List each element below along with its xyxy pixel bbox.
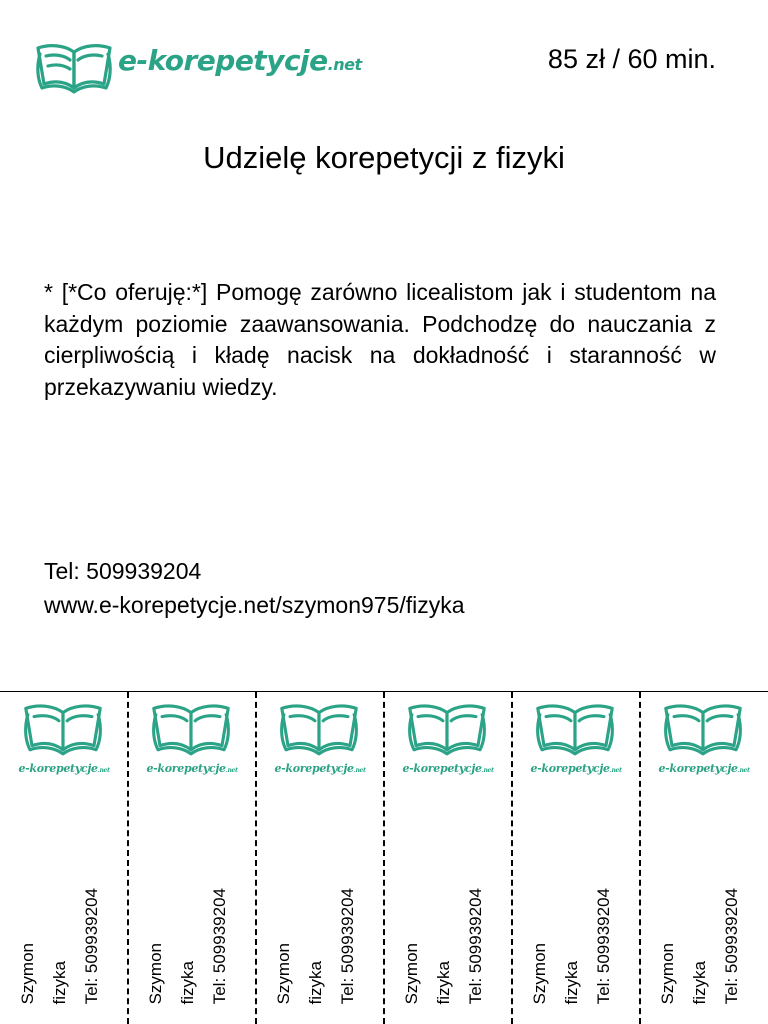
cut-line xyxy=(127,692,129,1024)
strip-brand-name: e-korepetycje xyxy=(18,762,98,775)
contact-phone: Tel: 509939204 xyxy=(44,558,202,584)
strip-brand-tld: .net xyxy=(609,767,622,774)
strip-subject: fizyka xyxy=(562,960,581,1004)
strip-brand-wordmark xyxy=(640,762,768,775)
strip-brand-tld: .net xyxy=(737,767,750,774)
strip-logo xyxy=(274,696,364,763)
strip-subject: fizyka xyxy=(306,960,325,1004)
strip-phone: Tel: 509939204 xyxy=(338,887,357,1004)
strip-logo xyxy=(658,696,748,763)
price-label: 85 zł / 60 min. xyxy=(547,44,716,74)
strip-brand-wordmark xyxy=(384,762,512,775)
strip-subject: fizyka xyxy=(178,960,197,1004)
strip-name: Szymon xyxy=(274,942,293,1004)
cut-line xyxy=(511,692,513,1024)
strip-brand-name: e-korepetycje xyxy=(530,762,610,775)
strip-brand-name: e-korepetycje xyxy=(274,762,354,775)
brand-tld: .net xyxy=(327,55,362,74)
strip-brand-name: e-korepetycje xyxy=(146,762,226,775)
cut-line xyxy=(383,692,385,1024)
strip-logo xyxy=(402,696,492,763)
tear-off-strip[interactable] xyxy=(512,692,640,1024)
book-icon xyxy=(402,696,492,758)
strip-subject: fizyka xyxy=(690,960,709,1004)
tear-off-strip[interactable] xyxy=(0,692,128,1024)
strip-brand-name: e-korepetycje xyxy=(402,762,482,775)
book-icon xyxy=(530,696,620,758)
brand-wordmark xyxy=(118,44,362,77)
strip-phone: Tel: 509939204 xyxy=(594,887,613,1004)
page-title: Udzielę korepetycji z fizyki xyxy=(203,140,565,175)
book-icon xyxy=(658,696,748,758)
strip-logo xyxy=(530,696,620,763)
strip-phone: Tel: 509939204 xyxy=(82,887,101,1004)
strip-brand-wordmark xyxy=(0,762,128,775)
contact-info xyxy=(44,554,465,622)
brand-logo xyxy=(34,36,434,96)
tear-off-strip[interactable] xyxy=(384,692,512,1024)
offer-description: * [*Co oferuję:*] Pomogę zarówno licealistom jak i studentom na każdym poziomie zaawansowania. Podchodzę do nauczania z cierpliwością i kładę nacisk na dokładność i staranność w przekazywaniu wiedzy. xyxy=(44,279,716,400)
strip-logo xyxy=(18,696,108,763)
strip-subject: fizyka xyxy=(50,960,69,1004)
tear-off-strips xyxy=(0,692,768,1024)
strip-phone: Tel: 509939204 xyxy=(210,887,229,1004)
tear-off-strip[interactable] xyxy=(640,692,768,1024)
strip-brand-tld: .net xyxy=(353,767,366,774)
strip-logo xyxy=(146,696,236,763)
strip-name: Szymon xyxy=(18,942,37,1004)
strip-phone: Tel: 509939204 xyxy=(722,887,741,1004)
tear-off-strip[interactable] xyxy=(128,692,256,1024)
strip-subject: fizyka xyxy=(434,960,453,1004)
strip-name: Szymon xyxy=(658,942,677,1004)
strip-brand-wordmark xyxy=(256,762,384,775)
cut-line xyxy=(639,692,641,1024)
strip-brand-name: e-korepetycje xyxy=(658,762,738,775)
book-icon xyxy=(146,696,236,758)
strip-phone: Tel: 509939204 xyxy=(466,887,485,1004)
contact-url: www.e-korepetycje.net/szymon975/fizyka xyxy=(44,592,465,618)
book-icon xyxy=(274,696,364,758)
tear-off-strip[interactable] xyxy=(256,692,384,1024)
book-icon xyxy=(18,696,108,758)
brand-name: e-korepetycje xyxy=(118,44,328,77)
strip-brand-wordmark xyxy=(128,762,256,775)
strip-brand-wordmark xyxy=(512,762,640,775)
strip-name: Szymon xyxy=(402,942,421,1004)
cut-line xyxy=(255,692,257,1024)
header xyxy=(0,0,768,120)
strip-brand-tld: .net xyxy=(481,767,494,774)
strip-name: Szymon xyxy=(530,942,549,1004)
strip-brand-tld: .net xyxy=(97,767,110,774)
strip-brand-tld: .net xyxy=(225,767,238,774)
strip-name: Szymon xyxy=(146,942,165,1004)
book-icon xyxy=(34,36,114,96)
